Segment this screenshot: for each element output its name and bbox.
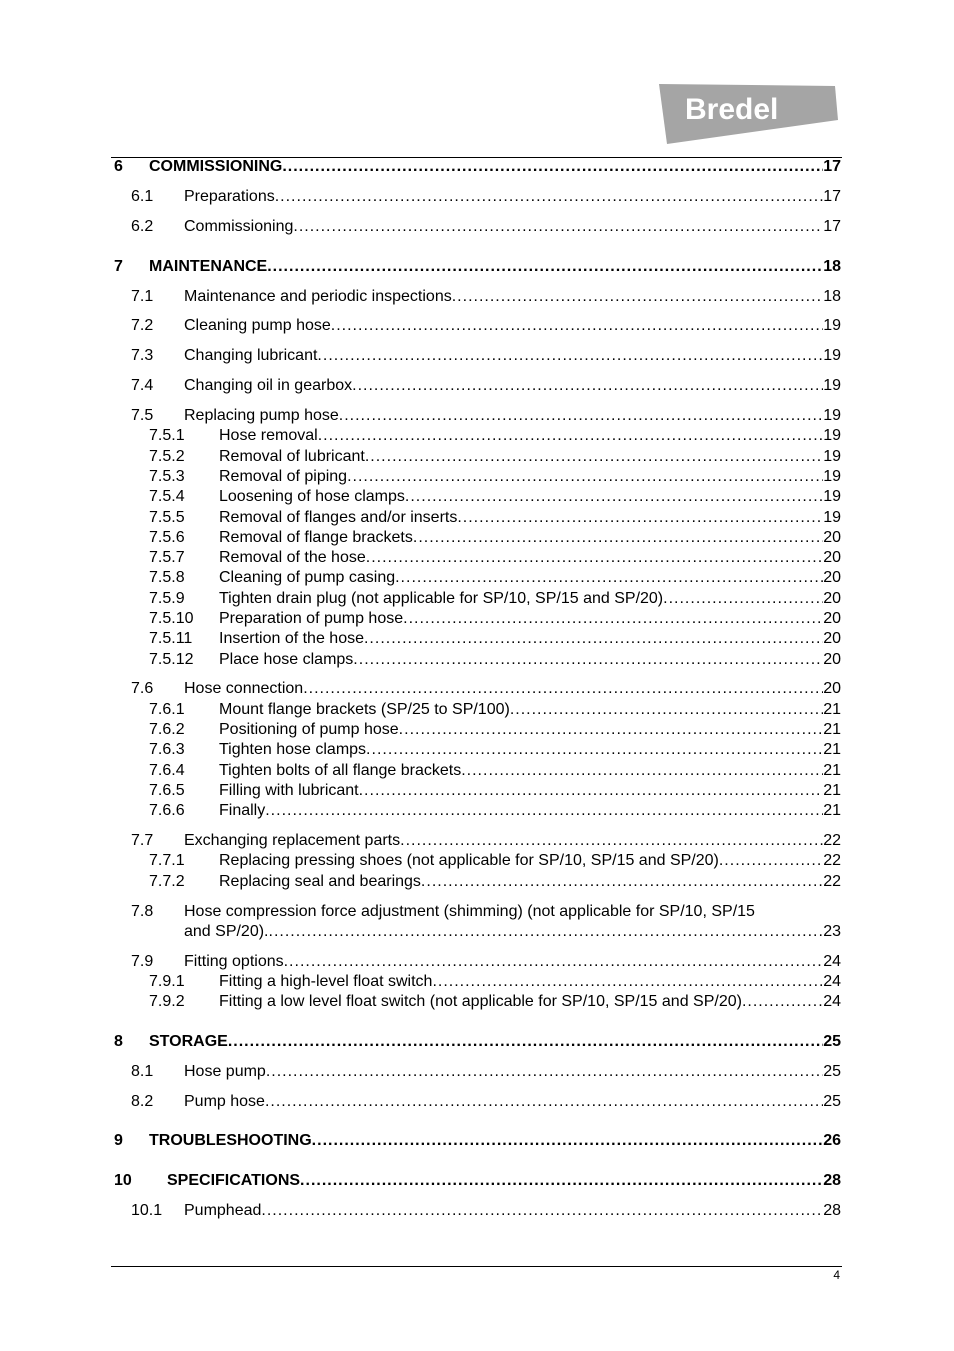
toc-entry-page: 24 [823,973,841,990]
toc-entry-page: 22 [823,873,841,890]
toc-leader-dots [261,1200,823,1222]
toc-entry[interactable] [149,719,841,741]
toc-entry[interactable] [149,608,841,630]
toc-entry[interactable] [149,780,841,802]
toc-entry[interactable] [131,951,841,973]
toc-entry-page: 20 [823,529,841,546]
toc-entry-page: 25 [823,1063,841,1080]
toc-entry-number: 7.9.1 [149,973,185,990]
toc-entry-page: 25 [823,1033,841,1050]
toc-entry-number: 7.5.3 [149,468,185,485]
toc-leader-dots [284,951,824,973]
toc-entry[interactable] [149,425,841,447]
toc-entry-page: 21 [823,762,841,779]
toc-entry-page: 25 [823,1093,841,1110]
toc-entry[interactable] [149,800,841,822]
page-number: 4 [833,1268,840,1282]
toc-entry-page: 24 [823,953,841,970]
toc-entry-number: 7.5 [131,407,154,424]
toc-entry[interactable] [131,1061,841,1083]
toc-leader-dots [742,991,823,1013]
toc-entry[interactable] [149,567,841,589]
toc-leader-dots [228,1031,823,1053]
toc-leader-dots [719,850,823,872]
toc-leader-dots [267,256,823,278]
toc-entry[interactable] [131,216,841,238]
toc-entry[interactable] [149,486,841,508]
toc-entry-number: 7.5.9 [149,590,185,607]
toc-entry-number: 7.6.1 [149,701,185,718]
toc-entry-page: 18 [823,288,841,305]
toc-entry-number: 7.9 [131,953,154,970]
toc-entry-number: 9 [114,1132,123,1149]
toc-entry-number: 8.1 [131,1063,154,1080]
toc-entry-title: Changing lubricant [184,347,318,364]
toc-entry[interactable] [131,1091,841,1113]
toc-entry-number: 10.1 [131,1202,163,1219]
toc-entry-title: Fitting a low level float switch (not applicable for SP/10, SP/15 and SP/20) [219,993,742,1010]
toc-entry-page: 21 [823,782,841,799]
toc-entry[interactable] [131,345,841,367]
toc-entry-number: 7.7.2 [149,873,185,890]
toc-entry-title: Removal of flange brackets [219,529,413,546]
toc-entry-number: 7.5.6 [149,529,185,546]
toc-entry-page: 26 [823,1132,841,1149]
toc-entry-title: Hose compression force adjustment (shimming) (not applicable for SP/10, SP/15 [184,903,755,920]
toc-entry[interactable] [131,678,841,700]
toc-entry-number: 7 [114,258,123,275]
toc-entry[interactable] [149,850,841,872]
toc-leader-dots [331,315,823,337]
toc-entry-number: 7.1 [131,288,154,305]
toc-entry-number: 7.9.2 [149,993,185,1010]
toc-entry-number: 7.4 [131,377,154,394]
toc-entry[interactable] [149,547,841,569]
toc-leader-dots [347,466,823,488]
toc-leader-dots [317,345,823,367]
toc-entry-number: 7.6.4 [149,762,185,779]
toc-entry-title: Insertion of the hose [219,630,364,647]
toc-entry-page: 19 [823,448,841,465]
toc-entry-number: 7.5.5 [149,509,185,526]
toc-leader-dots [364,628,823,650]
toc-entry-title: Tighten drain plug (not applicable for SP/10, SP/15 and SP/20) [219,590,664,607]
toc-leader-dots [339,405,823,427]
toc-entry-title: Cleaning of pump casing [219,569,396,586]
toc-entry[interactable] [149,971,841,993]
toc-entry-page: 20 [823,590,841,607]
toc-entry-page: 24 [823,993,841,1010]
toc-leader-dots [399,719,824,741]
toc-entry[interactable] [131,375,841,397]
toc-entry-number: 7.6 [131,680,154,697]
toc-entry[interactable] [114,156,841,178]
toc-entry-number: 7.6.6 [149,802,185,819]
toc-entry-title: Removal of lubricant [219,448,365,465]
toc-entry-title-continuation: and SP/20). [184,923,269,940]
toc-entry-number: 7.6.3 [149,741,185,758]
toc-entry-page: 21 [823,741,841,758]
toc-entry[interactable] [149,507,841,529]
toc-entry-number: 7.6.5 [149,782,185,799]
toc-entry-continuation[interactable] [184,921,841,943]
toc-entry-title: Loosening of hose clamps [219,488,405,505]
toc-leader-dots [395,567,823,589]
toc-leader-dots [300,1170,823,1192]
toc-leader-dots [359,780,824,802]
toc-entry-number: 6 [114,158,123,175]
toc-entry[interactable] [149,628,841,650]
toc-entry-page: 19 [823,407,841,424]
toc-leader-dots [457,507,823,529]
toc-leader-dots [366,739,823,761]
toc-entry-title: Commissioning [184,218,294,235]
toc-entry[interactable] [131,901,841,923]
toc-entry-number: 7.5.8 [149,569,185,586]
toc-entry-number: 7.5.2 [149,448,185,465]
toc-entry[interactable] [149,446,841,468]
toc-leader-dots [353,649,823,671]
toc-leader-dots [266,1061,823,1083]
toc-entry-number: 7.8 [131,903,154,920]
toc-leader-dots [352,375,823,397]
toc-entry-title: SPECIFICATIONS [167,1172,301,1189]
toc-entry-page: 17 [823,158,841,175]
toc-leader-dots [400,830,823,852]
toc-entry[interactable] [131,286,841,308]
toc-entry-title: Tighten hose clamps [219,741,367,758]
toc-leader-dots [312,1130,824,1152]
toc-entry-title: COMMISSIONING [149,158,283,175]
toc-entry-title: Hose removal [219,427,318,444]
toc-entry-page: 23 [823,923,841,940]
toc-entry-page: 19 [823,347,841,364]
toc-leader-dots [365,446,823,468]
toc-leader-dots [265,800,823,822]
toc-entry-title: Filling with lubricant [219,782,359,799]
toc-leader-dots [413,527,823,549]
toc-entry-page: 18 [823,258,841,275]
toc-entry-page: 19 [823,427,841,444]
toc-leader-dots [510,699,823,721]
toc-leader-dots [405,486,823,508]
toc-entry-page: 22 [823,832,841,849]
toc-entry-title: TROUBLESHOOTING [149,1132,312,1149]
toc-entry-page: 21 [823,701,841,718]
toc-leader-dots [432,971,823,993]
toc-entry-page: 20 [823,549,841,566]
toc-entry[interactable] [131,186,841,208]
toc-entry-title: Preparation of pump hose [219,610,404,627]
toc-entry-number: 7.5.4 [149,488,185,505]
toc-leader-dots [318,425,824,447]
toc-entry-number: 7.5.12 [149,651,194,668]
toc-entry-number: 6.2 [131,218,154,235]
toc-entry-title: Mount flange brackets (SP/25 to SP/100) [219,701,510,718]
footer-rule [111,1266,842,1267]
toc-entry[interactable] [114,256,841,278]
toc-entry[interactable] [149,588,841,610]
toc-leader-dots [366,547,823,569]
toc-entry-title: Hose connection [184,680,304,697]
toc-entry[interactable] [114,1031,841,1053]
toc-entry-title: Removal of flanges and/or inserts [219,509,458,526]
toc-leader-dots [452,286,823,308]
toc-entry-title: Tighten bolts of all flange brackets [219,762,462,779]
toc-entry-title: Positioning of pump hose [219,721,399,738]
toc-entry[interactable] [131,830,841,852]
toc-entry-page: 21 [823,721,841,738]
toc-entry-title: MAINTENANCE [149,258,268,275]
toc-entry-title: Cleaning pump hose [184,317,331,334]
toc-entry[interactable] [131,315,841,337]
toc-entry-number: 7.2 [131,317,154,334]
toc-entry-number: 7.3 [131,347,154,364]
toc-entry[interactable] [149,527,841,549]
toc-entry-page: 19 [823,468,841,485]
toc-entry[interactable] [131,1200,841,1222]
toc-entry-title: Changing oil in gearbox [184,377,353,394]
toc-entry-title: Place hose clamps [219,651,354,668]
toc-entry-number: 7.5.10 [149,610,194,627]
toc-entry-title: Exchanging replacement parts [184,832,401,849]
toc-leader-dots [461,760,823,782]
toc-entry-number: 7.7.1 [149,852,185,869]
toc-entry-number: 7.6.2 [149,721,185,738]
toc-entry-page: 19 [823,488,841,505]
toc-entry-number: 8.2 [131,1093,154,1110]
toc-leader-dots [663,588,823,610]
toc-entry-page: 28 [823,1202,841,1219]
toc-entry[interactable] [149,871,841,893]
toc-entry-number: 6.1 [131,188,154,205]
toc-entry-title: Pump hose [184,1093,265,1110]
toc-entry-page: 17 [823,188,841,205]
toc-entry-number: 8 [114,1033,123,1050]
toc-leader-dots [293,216,823,238]
toc-entry-number: 7.5.11 [149,630,193,647]
toc-entry-title: Maintenance and periodic inspections [184,288,452,305]
toc-entry[interactable] [114,1170,841,1192]
toc-entry-title: Preparations [184,188,275,205]
toc-leader-dots [403,608,823,630]
toc-entry-number: 10 [114,1172,132,1189]
toc-entry-title: Fitting options [184,953,284,970]
toc-leader-dots [265,1091,823,1113]
toc-entry-title: Fitting a high-level float switch [219,973,433,990]
toc-entry-title: Replacing pressing shoes (not applicable for SP/10, SP/15 and SP/20) [219,852,719,869]
toc-entry-page: 20 [823,651,841,668]
toc-entry-title: Hose pump [184,1063,266,1080]
toc-entry[interactable] [149,739,841,761]
toc-leader-dots [421,871,823,893]
toc-entry[interactable] [131,405,841,427]
toc-entry[interactable] [149,699,841,721]
toc-leader-dots [282,156,823,178]
toc-leader-dots [303,678,823,700]
toc-entry-page: 21 [823,802,841,819]
toc-entry-title: Removal of the hose [219,549,366,566]
toc-entry[interactable] [149,991,841,1013]
toc-entry-page: 20 [823,569,841,586]
toc-entry[interactable] [114,1130,841,1152]
toc-entry[interactable] [149,466,841,488]
toc-entry-title: Replacing pump hose [184,407,339,424]
toc-entry-page: 20 [823,630,841,647]
toc-entry-page: 28 [823,1172,841,1189]
toc-leader-dots [275,186,823,208]
toc-entry-page: 22 [823,852,841,869]
toc-entry-page: 19 [823,317,841,334]
toc-entry-title: STORAGE [149,1033,228,1050]
toc-entry-number: 7.5.7 [149,549,185,566]
toc-entry-page: 20 [823,680,841,697]
toc-entry[interactable] [149,760,841,782]
logo-text: Bredel [685,93,779,126]
toc-entry-page: 19 [823,509,841,526]
toc-entry-title: Removal of piping [219,468,348,485]
toc-entry-title: Replacing seal and bearings [219,873,421,890]
toc-entry-number: 7.5.1 [149,427,185,444]
toc-entry-page: 19 [823,377,841,394]
toc-entry-number: 7.7 [131,832,154,849]
toc-entry-title: Finally [219,802,266,819]
toc-entry-page: 20 [823,610,841,627]
toc-entry-page: 17 [823,218,841,235]
toc-leader-dots [269,921,824,943]
toc-entry[interactable] [149,649,841,671]
toc-entry-title: Pumphead [184,1202,262,1219]
